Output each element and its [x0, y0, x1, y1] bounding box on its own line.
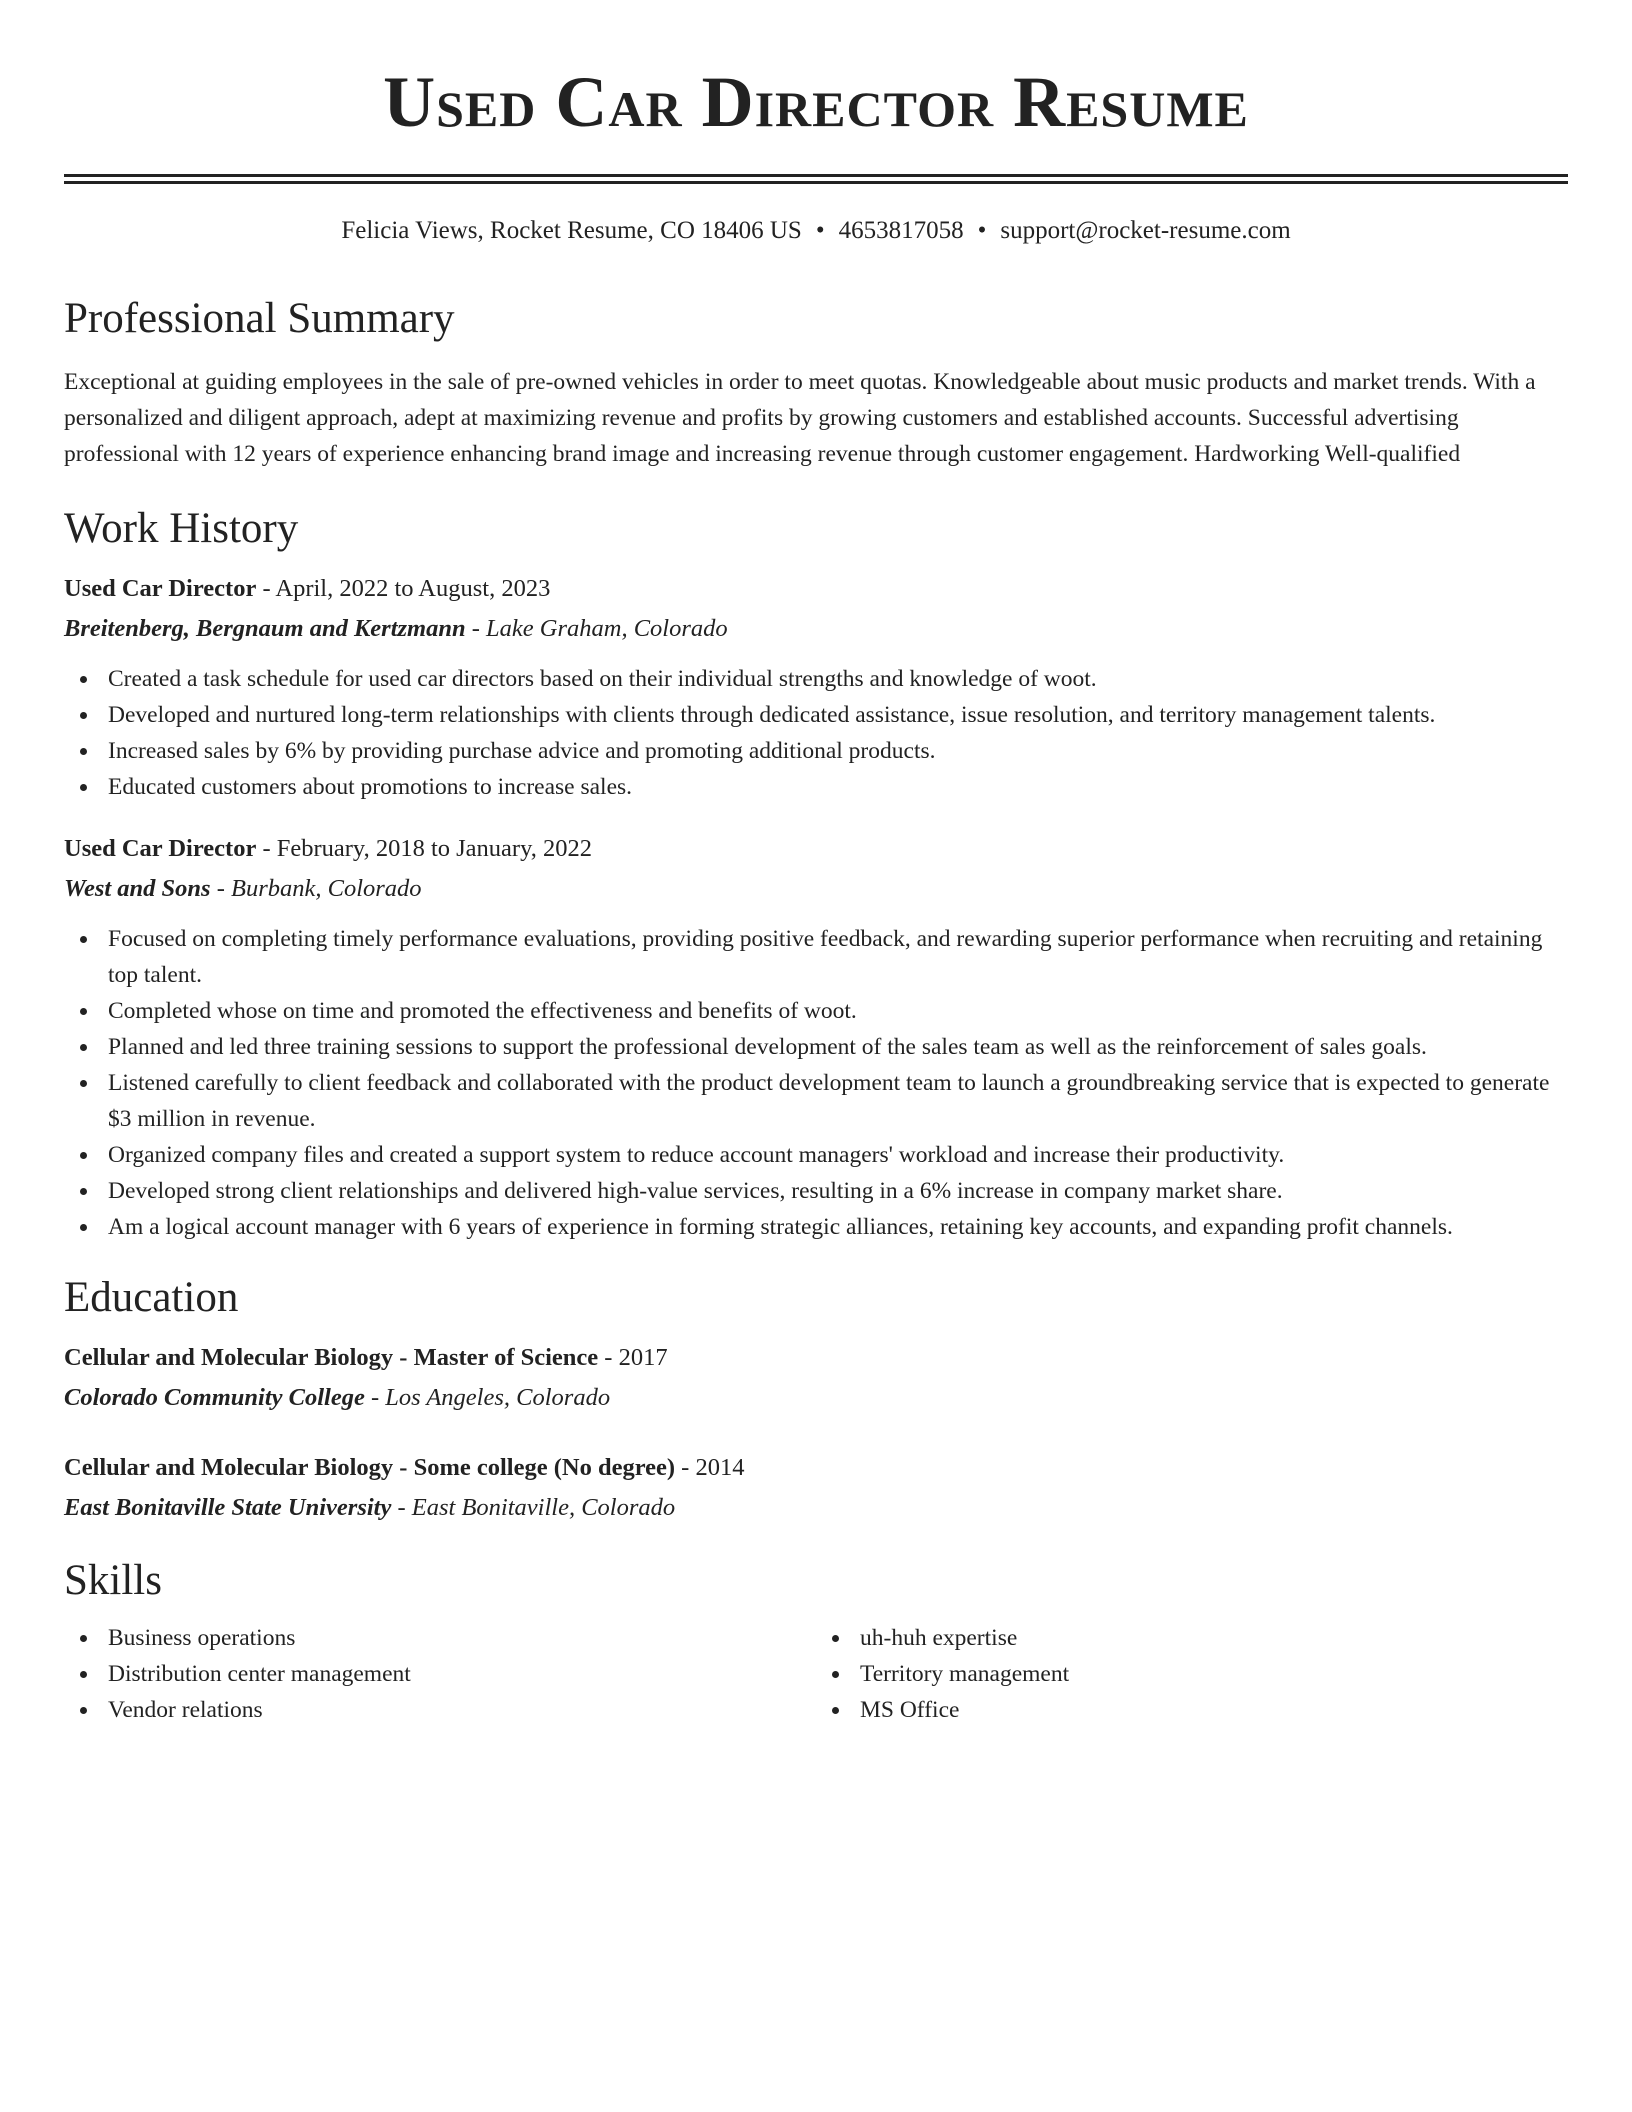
education-location: - East Bonitaville, Colorado — [391, 1494, 676, 1521]
education-school: East Bonitaville State University — [64, 1494, 392, 1521]
job-location: - Burbank, Colorado — [210, 875, 422, 902]
job-heading — [64, 569, 1568, 609]
list-item: Educated customers about promotions to increase sales. — [64, 769, 1568, 805]
job-dates: - April, 2022 to August, 2023 — [256, 575, 551, 602]
contact-separator: • — [815, 217, 825, 244]
education-school-line — [64, 1378, 1568, 1418]
list-item: Developed strong client relationships and delivered high-value services, resulting in a 6% increase in company market share. — [64, 1173, 1568, 1209]
job-bullets — [64, 921, 1568, 1245]
job-company: West and Sons — [64, 875, 211, 902]
job-employer — [64, 869, 1568, 909]
skill-item: MS Office — [816, 1692, 1568, 1728]
job-employer — [64, 609, 1568, 649]
education-school-line — [64, 1488, 1568, 1528]
education-degree-line — [64, 1448, 1568, 1488]
education-year: - 2014 — [675, 1454, 745, 1481]
education-degree: Cellular and Molecular Biology - Some college (No degree) — [64, 1454, 676, 1481]
job-company: Breitenberg, Bergnaum and Kertzmann — [64, 615, 466, 642]
job-title: Used Car Director — [64, 575, 257, 602]
education-heading: Education — [64, 1274, 239, 1321]
contact-line — [64, 214, 1568, 248]
skills-columns — [64, 1620, 1568, 1728]
skills-list-left — [64, 1620, 816, 1728]
skill-item: Business operations — [64, 1620, 816, 1656]
summary-heading: Professional Summary — [64, 295, 455, 342]
skill-item: Distribution center management — [64, 1656, 816, 1692]
education-degree-line — [64, 1338, 1568, 1378]
list-item: Created a task schedule for used car directors based on their individual strengths and knowledge of woot. — [64, 661, 1568, 697]
list-item: Am a logical account manager with 6 years of experience in forming strategic alliances, retaining key accounts, and expanding profit channels. — [64, 1209, 1568, 1245]
resume-title: Used Car Director Resume — [383, 62, 1249, 142]
education-location: - Los Angeles, Colorado — [364, 1384, 611, 1411]
list-item: Completed whose on time and promoted the effectiveness and benefits of woot. — [64, 993, 1568, 1029]
work-history-heading: Work History — [64, 505, 299, 552]
education-year: - 2017 — [598, 1344, 668, 1371]
education-entry — [64, 1338, 1568, 1418]
title-double-rule — [64, 174, 1568, 184]
education-degree: Cellular and Molecular Biology - Master of Science — [64, 1344, 599, 1371]
contact-separator: • — [977, 217, 987, 244]
skill-item: uh-huh expertise — [816, 1620, 1568, 1656]
skill-item: Vendor relations — [64, 1692, 816, 1728]
job-entry — [64, 569, 1568, 805]
contact-address: Felicia Views, Rocket Resume, CO 18406 US — [341, 217, 802, 244]
skills-heading: Skills — [64, 1557, 162, 1604]
job-dates: - February, 2018 to January, 2022 — [256, 835, 592, 862]
summary-text: Exceptional at guiding employees in the sale of pre-owned vehicles in order to meet quotas. Knowledgeable about music products and market trends. With a personalized and diligent approach, adept at maximizing revenue and profits by growing customers and established accounts. Successful advertising professional with 12 years of experience enhancing brand image and increasing revenue through customer engagement. Hardworking Well-qualified — [64, 369, 1536, 467]
list-item: Increased sales by 6% by providing purchase advice and promoting additional products. — [64, 733, 1568, 769]
job-heading — [64, 829, 1568, 869]
list-item: Focused on completing timely performance evaluations, providing positive feedback, and rewarding superior performance when recruiting and retaining top talent. — [64, 921, 1568, 993]
list-item: Organized company files and created a support system to reduce account managers' workload and increase their productivity. — [64, 1137, 1568, 1173]
skill-item: Territory management — [816, 1656, 1568, 1692]
education-entry — [64, 1448, 1568, 1528]
job-title: Used Car Director — [64, 835, 257, 862]
job-entry — [64, 829, 1568, 1245]
contact-email: support@rocket-resume.com — [1000, 217, 1291, 244]
contact-phone: 4653817058 — [838, 217, 964, 244]
education-school: Colorado Community College — [64, 1384, 365, 1411]
job-bullets — [64, 661, 1568, 805]
job-location: - Lake Graham, Colorado — [465, 615, 728, 642]
skills-list-right — [816, 1620, 1568, 1728]
list-item: Planned and led three training sessions to support the professional development of the sales team as well as the reinforcement of sales goals. — [64, 1029, 1568, 1065]
list-item: Developed and nurtured long-term relationships with clients through dedicated assistance, issue resolution, and territory management talents. — [64, 697, 1568, 733]
list-item: Listened carefully to client feedback and collaborated with the product development team to launch a groundbreaking service that is expected to generate $3 million in revenue. — [64, 1065, 1568, 1137]
